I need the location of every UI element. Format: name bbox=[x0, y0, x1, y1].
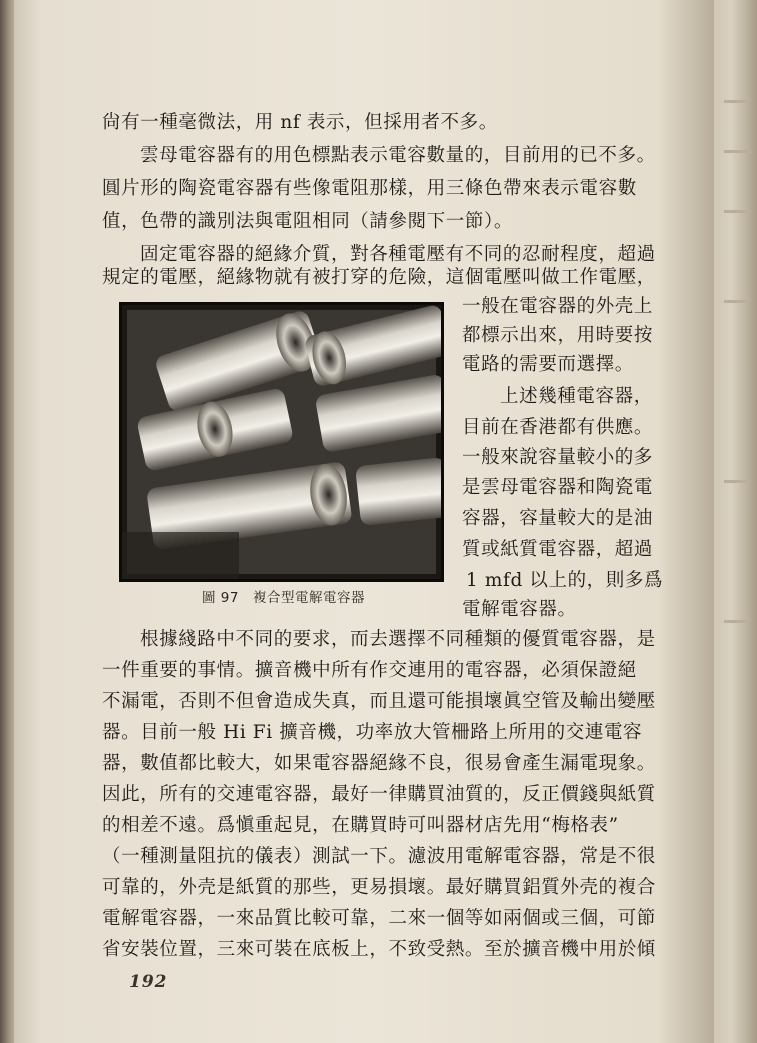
text-line-15: 質或紙質電容器，超過 bbox=[462, 539, 654, 560]
text-line-7: 一般在電容器的外壳上 bbox=[462, 296, 654, 317]
text-line-12: 一般來說容量較小的多 bbox=[462, 447, 654, 468]
text-line-2: 雲母電容器有的用色標點表示電容數量的，目前用的已不多。 bbox=[140, 145, 656, 166]
text-line-6: 規定的電壓，絕緣物就有被打穿的危險，這個電壓叫做工作電壓， bbox=[102, 267, 656, 288]
text-line-21: 器。目前一般 Hi Fi 擴音機，功率放大管柵路上所用的交連電容 bbox=[102, 722, 643, 743]
text-line-16: 1 mfd 以上的，則多爲 bbox=[466, 570, 664, 591]
text-line-18: 根據綫路中不同的要求，而去選擇不同種類的優質電容器，是 bbox=[140, 629, 656, 650]
capacitor-photo bbox=[119, 302, 444, 582]
capacitor-photo-drawing bbox=[119, 302, 444, 582]
text-line-9: 電路的需要而選擇。 bbox=[462, 354, 634, 375]
text-line-28: 省安裝位置，三來可裝在底板上，不致受熱。至於擴音機中用於傾 bbox=[102, 939, 656, 960]
text-line-19: 一件重要的事情。擴音機中所有作交連用的電容器，必須保證絕 bbox=[102, 660, 637, 681]
text-line-1: 尙有一種毫微法，用 nf 表示，但採用者不多。 bbox=[102, 112, 498, 133]
text-line-24: 的相差不遠。爲愼重起見，在購買時可叫器材店先用“梅格表” bbox=[102, 815, 619, 836]
text-line-23: 因此，所有的交連電容器，最好一律購買油質的，反正價錢與紙質 bbox=[102, 784, 656, 805]
book-spine-shadow bbox=[0, 0, 14, 1043]
text-line-22: 器，數值都比較大，如果電容器絕緣不良，很易會產生漏電現象。 bbox=[102, 753, 656, 774]
page-number: 192 bbox=[129, 972, 168, 992]
text-line-3: 圓片形的陶瓷電容器有些像電阻那樣，用三條色帶來表示電容數 bbox=[102, 178, 637, 199]
next-page-edge bbox=[714, 0, 757, 1043]
text-line-25: （一種測量阻抗的儀表）測試一下。濾波用電解電容器，常是不很 bbox=[102, 846, 656, 867]
text-line-17: 電解電容器。 bbox=[462, 599, 577, 620]
text-line-4: 值，色帶的識別法與電阻相同（請參閱下一節）。 bbox=[102, 211, 513, 232]
text-line-13: 是雲母電容器和陶瓷電 bbox=[462, 477, 654, 498]
text-line-20: 不漏電，否則不但會造成失真，而且還可能損壞眞空管及輸出變壓 bbox=[102, 691, 656, 712]
book-page bbox=[14, 0, 714, 1043]
figure-caption: 圖 97 複合型電解電容器 bbox=[202, 590, 365, 606]
text-line-11: 目前在香港都有供應。 bbox=[462, 417, 654, 438]
text-line-5: 固定電容器的絕緣介質，對各種電壓有不同的忍耐程度，超過 bbox=[140, 244, 656, 265]
text-line-27: 電解電容器，一來品質比較可靠，二來一個等如兩個或三個，可節 bbox=[102, 908, 656, 929]
text-line-8: 都標示出來，用時要按 bbox=[462, 325, 654, 346]
text-line-10: 上述幾種電容器， bbox=[500, 386, 653, 407]
text-line-14: 容器，容量較大的是油 bbox=[462, 508, 654, 529]
text-line-26: 可靠的，外壳是紙質的那些，更易損壞。最好購買鋁質外壳的複合 bbox=[102, 877, 656, 898]
